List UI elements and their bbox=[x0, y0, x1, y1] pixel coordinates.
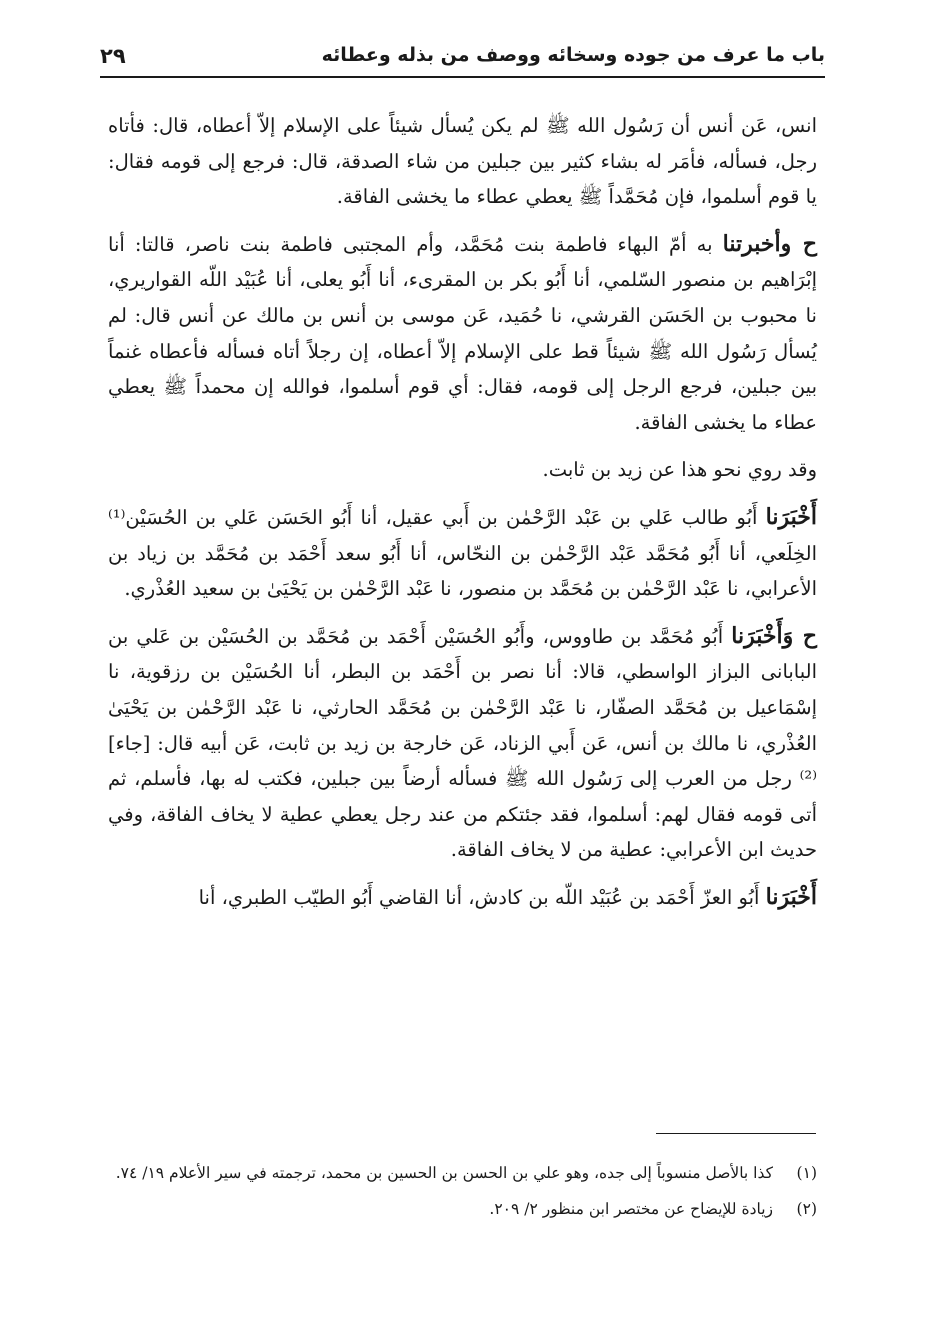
footnote-marker: (٢) bbox=[796, 1200, 817, 1218]
paragraph-lead: أَخْبَرَنا bbox=[765, 503, 817, 530]
paragraph-lead: ح وأخبرتنا bbox=[722, 230, 817, 257]
paragraph bbox=[108, 619, 817, 868]
paragraph-lead: ح وَأَخْبَرَنا bbox=[731, 622, 817, 649]
footnote-divider bbox=[656, 1133, 816, 1134]
paragraph-text: أَبُو العزّ أَحْمَد بن عُبَيْد اللّه بن كادش، أنا القاضي أَبُو الطيّب الطبري، أنا bbox=[198, 885, 766, 909]
paragraph bbox=[108, 880, 817, 916]
paragraph bbox=[108, 108, 817, 215]
paragraph-text: أَبُو طالب عَلي بن عَبْد الرَّحْمٰن بن أَبي عقيل، أنا أَبُو الحَسَن عَلي بن الحُسَيْن⁽¹⁾ الخِلَعي، أنا أَبُو مُحَمَّد عَبْد الرَّحْمٰن بن النحّاس، أنا أَبُو سعد أَحْمَد بن مُحَمَّد بن زياد بن الأعرابي، نا عَبْد الرَّحْمٰن بن مُحَمَّد بن منصور، نا عَبْد الرَّحْمٰن بن يَحْيَىٰ بن سعيد العُذْري. bbox=[108, 505, 817, 601]
page-number: ٢٩ bbox=[100, 44, 126, 68]
paragraph bbox=[108, 227, 817, 441]
paragraph-text: انس، عَن أنس أن رَسُول الله ﷺ لم يكن يُسأل شيئاً على الإسلام إلاّ أعطاه، قال: فأتاه رجل، فسأله، فأمَر له بشاء كثير بين جبلين من شاء الصدقة، قال: فرجع إلى قومه فقال: يا قوم أسلموا، فإن مُحَمَّداً ﷺ يعطي عطاء ما يخشى الفاقة. bbox=[108, 114, 817, 209]
main-text bbox=[108, 108, 817, 927]
footnote-text: زيادة للإيضاح عن مختصر ابن منظور ٢/ ٢٠٩. bbox=[489, 1200, 773, 1218]
footnote-text: كذا بالأصل منسوباً إلى جده، وهو علي بن الحسن بن الحسين بن محمد، ترجمته في سير الأعلام ١٩/ ٧٤. bbox=[115, 1164, 773, 1182]
footnotes bbox=[108, 1158, 817, 1230]
running-title: باب ما عرف من جوده وسخائه ووصف من بذله وعطائه bbox=[321, 44, 825, 66]
paragraph-text: وقد روي نحو هذا عن زيد بن ثابت. bbox=[542, 458, 817, 482]
paragraph-lead: أَخْبَرَنا bbox=[765, 883, 817, 910]
paragraph-text: أَبُو مُحَمَّد بن طاووس، وأَبُو الحُسَيْن أَحْمَد بن مُحَمَّد بن الحُسَيْن بن عَلي بن البابانى البزاز الواسطي، قالا: أنا نصر بن أَحْمَد بن البطر، أنا الحُسَيْن بن رزقوية، نا إسْمَاعيل بن مُحَمَّد الصفّار، نا عَبْد الرَّحْمٰن بن مُحَمَّد الحارثي، نا عَبْد الرَّحْمٰن بن يَحْيَىٰ العُذْري، نا مالك بن أنس، عَن أَبي الزناد، عَن خارجة بن زيد بن ثابت، عَن أبيه قال: [جاء]⁽²⁾ رجل من العرب إلى رَسُول الله ﷺ فسأله أرضاً بين جبلين، فكتب له بها، فأسلم، ثم أتى قومه فقال لهم: أسلموا، فقد جئتكم من عند رجل يعطي عطية لا يخاف الفاقة، وفي حديث ابن الأعرابي: عطية من لا يخاف الفاقة. bbox=[108, 624, 817, 862]
paragraph bbox=[108, 452, 817, 488]
footnote-marker: (١) bbox=[796, 1164, 817, 1182]
footnote bbox=[108, 1158, 817, 1188]
paragraph-text: به أمّ البهاء فاطمة بنت مُحَمَّد، وأم المجتبى فاطمة بنت ناصر، قالتا: أنا إبْرَاهيم بن منصور السّلمي، أنا أَبُو بكر بن المقرىء، أنا أَبُو يعلى، أنا عُبَيْد اللّه القواريري، نا محبوب بن الحَسَن القرشي، نا حُمَيد، عَن موسى بن أنس بن مالك عن أنس قال: لم يُسأل رَسُول الله ﷺ شيئاً قط على الإسلام إلاّ أعطاه، إن رجلاً أتاه فسأله فأعطاه غنماً بين جبلين، فرجع الرجل إلى قومه، فقال: أي قوم أسلموا، فوالله إن محمداً ﷺ يعطي عطاء ما يخشى الفاقة. bbox=[108, 232, 817, 434]
paragraph bbox=[108, 500, 817, 607]
footnote bbox=[108, 1194, 817, 1224]
page-header bbox=[100, 42, 825, 78]
